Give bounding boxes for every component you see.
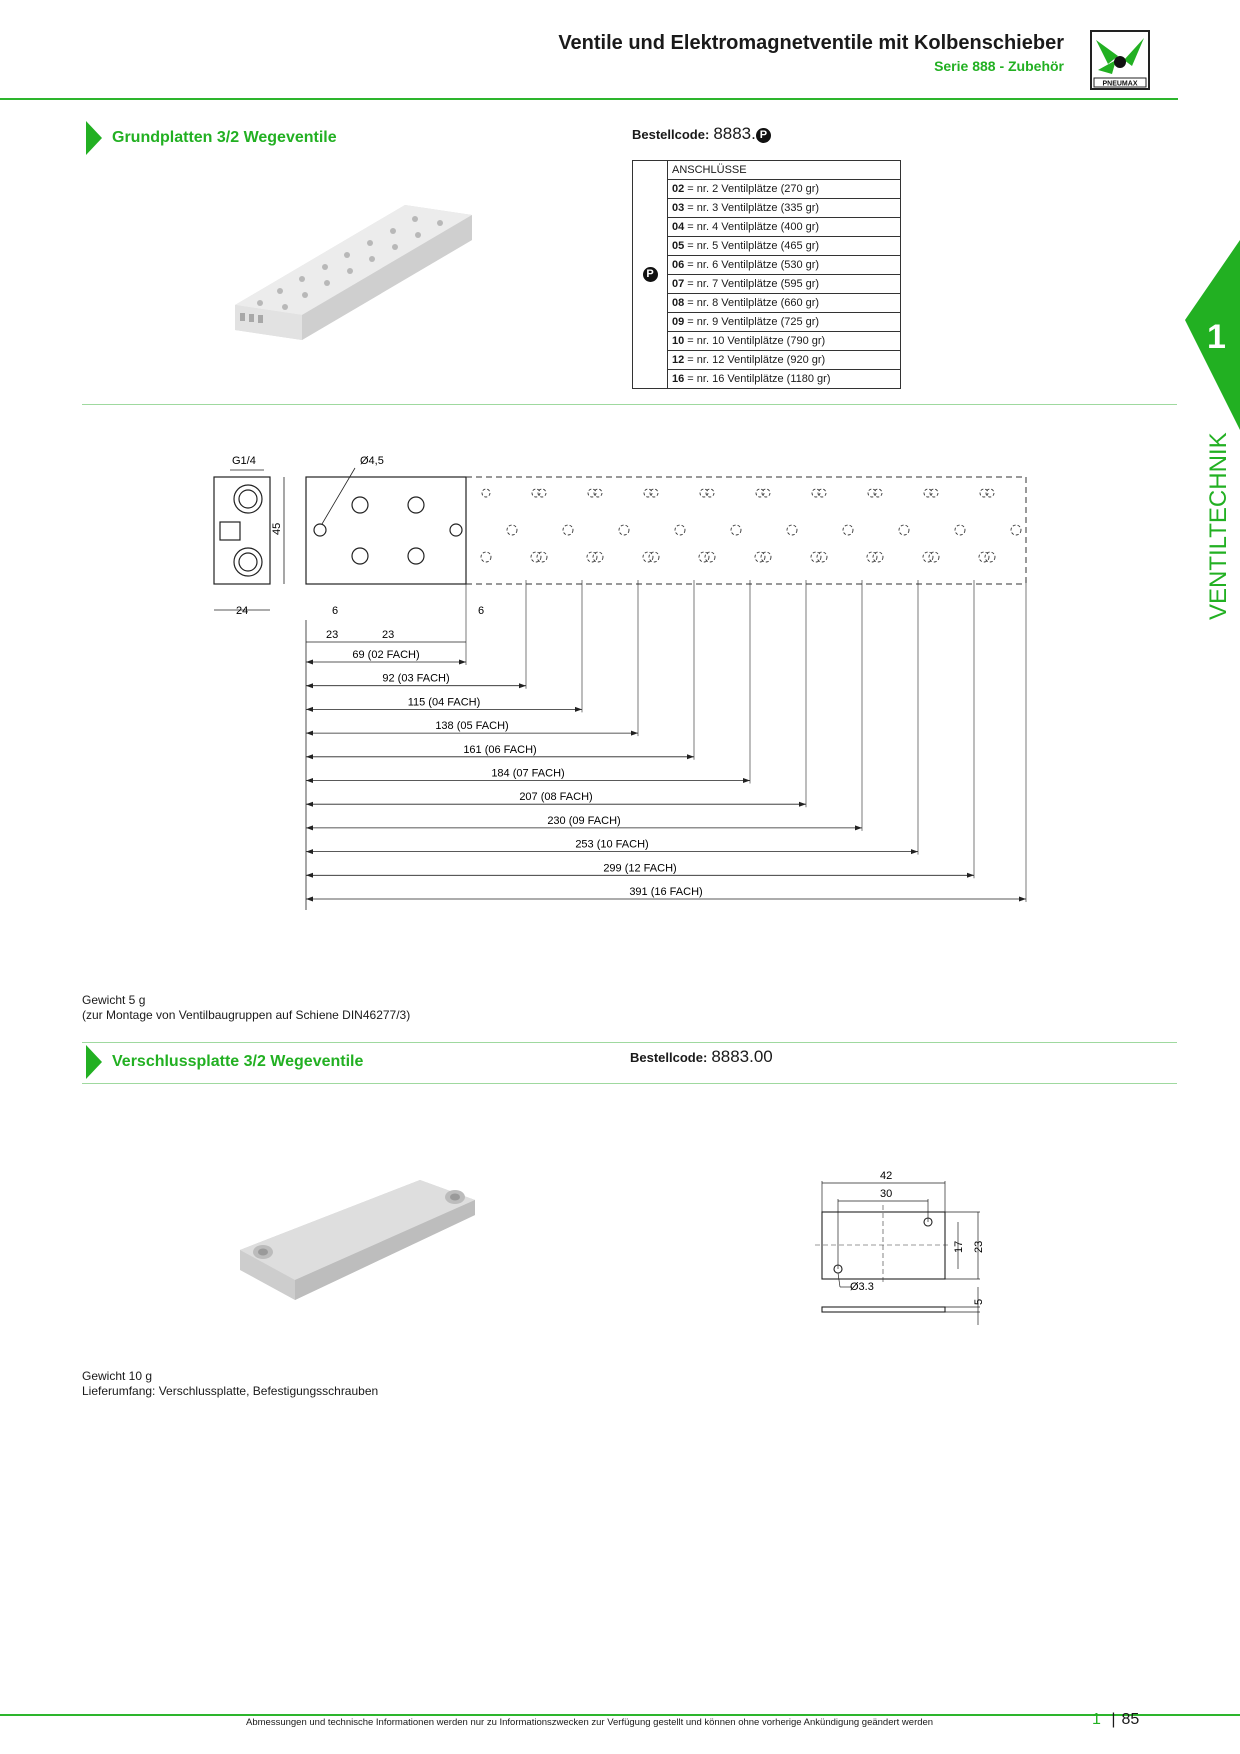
hole-mark: [705, 552, 715, 562]
table-row: [633, 370, 901, 389]
hole-mark: [817, 552, 827, 562]
table-row: [633, 180, 901, 199]
page-number-value: 85: [1121, 1711, 1140, 1728]
chapter-number: 1: [1207, 318, 1226, 356]
order-label: Bestellcode:: [630, 1050, 708, 1065]
table-row: [633, 351, 901, 370]
section2-order-code: [630, 1047, 773, 1067]
hole-mark: [811, 552, 821, 562]
dimension-arrow: [306, 683, 313, 688]
section1-title: Grundplatten 3/2 Wegeventile: [112, 129, 337, 146]
manifold-dimension-drawing: [200, 440, 1060, 920]
p-marker-cell: [633, 161, 668, 389]
hole-mark: [649, 552, 659, 562]
section-marker-icon: [86, 121, 102, 155]
row-text: = nr. 8 Ventilplätze (660 gr): [684, 297, 820, 309]
row-code: 05: [672, 240, 685, 252]
dimension-arrow: [519, 683, 526, 688]
dimension-arrow: [575, 707, 582, 712]
thread-label: G1/4: [232, 455, 256, 467]
hole-mark: [843, 525, 853, 535]
plate-outline: [822, 1212, 945, 1279]
page-title: Ventile und Elektromagnetventile mit Kolbenschieber: [558, 32, 1064, 54]
row-code: 12: [672, 354, 685, 366]
height-23-label: 23: [973, 1240, 985, 1253]
dimension-arrow: [306, 873, 313, 878]
section-divider: [82, 1083, 1177, 1084]
dimension-arrow: [743, 778, 750, 783]
dimension-label: 230 (09 FACH): [547, 814, 621, 827]
dimension-arrow: [306, 660, 313, 665]
manifold-image: [225, 195, 475, 370]
dimension-label: 138 (05 FACH): [435, 720, 509, 733]
dimension-arrow: [855, 825, 862, 830]
dimension-label: 207 (08 FACH): [519, 791, 593, 804]
port-circle: [234, 485, 262, 513]
row-code: 03: [672, 202, 685, 214]
row-text: = nr. 3 Ventilplätze (335 gr): [684, 202, 820, 214]
cover-plate-image: [235, 1170, 480, 1310]
dimension-label: 92 (03 FACH): [382, 672, 450, 685]
hole-mark: [531, 552, 541, 562]
width-30-label: 30: [880, 1188, 893, 1200]
hole-mark: [1011, 525, 1021, 535]
hole-mark: [537, 552, 547, 562]
hole-mark: [587, 552, 597, 562]
dimension-label: 253 (10 FACH): [575, 838, 649, 851]
row-text: = nr. 7 Ventilplätze (595 gr): [684, 278, 820, 290]
dim-6b-label: 6: [478, 605, 485, 617]
logo-text: PNEUMAX: [1102, 80, 1138, 88]
row-code: 07: [672, 278, 685, 290]
hole-mark: [923, 552, 933, 562]
section-marker-icon: [86, 1045, 102, 1079]
section1-note: [82, 993, 410, 1023]
thickness-label: 5: [973, 1298, 985, 1305]
dimension-arrow: [459, 660, 466, 665]
dimension-arrow: [306, 731, 313, 736]
hole-mark: [481, 552, 491, 562]
hole-mark: [699, 552, 709, 562]
row-code: 04: [672, 221, 685, 233]
dimension-label: 69 (02 FACH): [352, 649, 420, 661]
scope-note: Lieferumfang: Verschlussplatte, Befestigungsschrauben: [82, 1384, 379, 1398]
dim-23b-label: 23: [382, 629, 395, 641]
dimension-arrow: [306, 754, 313, 759]
row-text: = nr. 12 Ventilplätze (920 gr): [684, 354, 826, 366]
chapter-number: 1: [1092, 1711, 1101, 1728]
brand-logo: [1090, 30, 1150, 90]
width-42-label: 42: [880, 1170, 893, 1182]
hole-mark: [955, 525, 965, 535]
height-label: 45: [271, 522, 283, 535]
table-row: [633, 256, 901, 275]
page-subtitle: Serie 888 - Zubehör: [934, 58, 1064, 74]
page-separator: |: [1111, 1711, 1116, 1728]
dimension-arrow: [306, 802, 313, 807]
top-view-outline: [306, 477, 466, 584]
hole-label: Ø4,5: [360, 455, 384, 467]
p-marker-icon: P: [643, 267, 658, 282]
hole-mark: [563, 525, 573, 535]
row-code: 02: [672, 183, 685, 195]
dimension-arrow: [306, 778, 313, 783]
hole-mark: [867, 552, 877, 562]
row-code: 10: [672, 335, 685, 347]
hole-mark: [985, 552, 995, 562]
section-divider: [82, 404, 1177, 405]
row-text: = nr. 16 Ventilplätze (1180 gr): [684, 373, 831, 385]
row-code: 06: [672, 259, 685, 271]
dimension-arrow: [631, 731, 638, 736]
row-code: 08: [672, 297, 685, 309]
table-row: [633, 332, 901, 351]
hole-label: Ø3.3: [850, 1281, 874, 1293]
table-row: [633, 313, 901, 332]
row-text: = nr. 9 Ventilplätze (725 gr): [684, 316, 820, 328]
dimension-arrow: [1019, 897, 1026, 902]
hole-mark: [787, 525, 797, 535]
table-header: ANSCHLÜSSE: [668, 161, 901, 180]
dimension-label: 184 (07 FACH): [491, 767, 565, 780]
chapter-tab: [1185, 240, 1240, 430]
dim-23a-label: 23: [326, 629, 339, 641]
table-row: [633, 294, 901, 313]
table-row: [633, 218, 901, 237]
dimension-label: 161 (06 FACH): [463, 743, 537, 756]
hole-mark: [873, 552, 883, 562]
port-circle: [234, 548, 262, 576]
table-row: [633, 275, 901, 294]
connections-table: [632, 160, 901, 389]
order-code: 8883.00: [711, 1047, 773, 1066]
section-divider: [82, 1042, 1177, 1043]
dimension-label: 391 (16 FACH): [629, 886, 703, 898]
row-text: = nr. 2 Ventilplätze (270 gr): [684, 183, 820, 195]
section2-title: Verschlussplatte 3/2 Wegeventile: [112, 1053, 364, 1070]
dimension-label: 115 (04 FACH): [407, 696, 481, 709]
hole-mark: [899, 525, 909, 535]
dim-6a-label: 6: [332, 605, 339, 617]
row-text: = nr. 4 Ventilplätze (400 gr): [684, 221, 820, 233]
dimension-arrow: [687, 754, 694, 759]
row-code: 09: [672, 316, 685, 328]
chapter-label: VENTILTECHNIK: [1205, 432, 1232, 620]
section1-order-code: [632, 124, 771, 144]
order-code: 8883.: [713, 124, 756, 143]
weight-note: Gewicht 5 g: [82, 993, 146, 1007]
order-label: Bestellcode:: [632, 127, 710, 142]
hole-mark: [482, 489, 490, 497]
hole-mark: [593, 552, 603, 562]
hole-mark: [761, 552, 771, 562]
height-17-label: 17: [953, 1240, 965, 1253]
section2-note: [82, 1369, 378, 1399]
hole-mark: [929, 552, 939, 562]
hole-mark: [675, 525, 685, 535]
row-text: = nr. 10 Ventilplätze (790 gr): [684, 335, 826, 347]
p-marker-icon: P: [756, 128, 771, 143]
cover-plate-dimension-drawing: [810, 1165, 1000, 1325]
footer-disclaimer: Abmessungen und technische Informationen werden nur zu Informationszwecken zur Verfügung gestellt und können ohne vorherige Ankündigung geändert werden: [246, 1717, 934, 1728]
table-header-row: [633, 161, 901, 180]
mounting-note: (zur Montage von Ventilbaugruppen auf Schiene DIN46277/3): [82, 1008, 411, 1022]
row-text: = nr. 6 Ventilplätze (530 gr): [684, 259, 820, 271]
extension-outline: [466, 477, 1026, 584]
hole-mark: [507, 525, 517, 535]
hole-mark: [619, 525, 629, 535]
hole-mark: [979, 552, 989, 562]
dimension-arrow: [306, 707, 313, 712]
hole-mark: [643, 552, 653, 562]
dimension-arrow: [306, 849, 313, 854]
page-number: [1092, 1711, 1139, 1729]
table-row: [633, 199, 901, 218]
dimension-arrow: [306, 825, 313, 830]
weight-note: Gewicht 10 g: [82, 1369, 153, 1383]
header-rule: [0, 98, 1178, 100]
dimension-label: 299 (12 FACH): [603, 862, 677, 875]
footer-rule: [0, 1714, 1240, 1716]
plate-side-outline: [822, 1307, 945, 1312]
dimension-arrow: [967, 873, 974, 878]
dimension-arrow: [306, 897, 313, 902]
hole-mark: [731, 525, 741, 535]
table-row: [633, 237, 901, 256]
hole-mark: [755, 552, 765, 562]
dimension-arrow: [799, 802, 806, 807]
row-code: 16: [672, 373, 685, 385]
width-end-label: 24: [236, 605, 249, 617]
dimension-arrow: [911, 849, 918, 854]
row-text: = nr. 5 Ventilplätze (465 gr): [684, 240, 820, 252]
